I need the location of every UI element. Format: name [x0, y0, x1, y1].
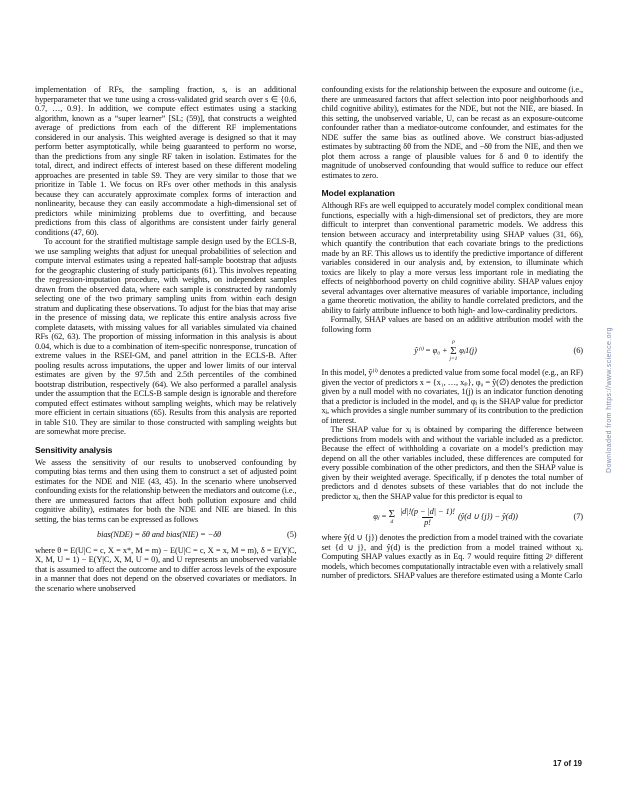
equation-7: [322, 507, 584, 527]
right-column: [322, 85, 584, 593]
equation-5-body: bias(NDE) = δθ and bias(NIE) = −δθ: [97, 530, 222, 539]
equation-6-number: (6): [573, 346, 583, 356]
fraction-denominator: p!: [424, 517, 431, 527]
paragraph-in-this-model: In this model, ŷ⁽ⁱ⁾ denotes a predicted value from some focal model (e.g., an RF) given the vector of predictors x = {x₁, …, xₚ}, φ₀ = ŷ(∅) denotes the prediction given by a null model with no covariates, 1(j) is an indicator function denoting that a predictor is included in the model, and φⱼ is the SHAP value for predictor xⱼ, which provides a single number summary of its contribution to the prediction of interest.: [321, 368, 583, 425]
equation-6-body: [322, 340, 570, 362]
paragraph-rf-implementation: implementation of RFs, the sampling fraction, s, is an additional hyperparameter that we tune using a cross-validated grid search over s ∈ {0.6, 0.7, …, 0.9}. In addition, we compute effect estimates using a stacking algorithm, known as a “super learner” [SL; (59)], that constructs a weighted average of predictions from each of the different RF implementations considered in our analysis. This weighted average is designed so that it may perform better asymptotically, while being guaranteed to perform no worse, than the predictions from any single RF taken in isolation. Estimates for the total, direct, and indirect effects of interest based on these different modeling approaches are presented in table S9. They are very similar to those that we prioritize in Table 1. We focus on RFs over other methods in this analysis because they can accurately approximate complex forms of interaction and nonlinearity, because they can easily accommodate a high-dimensional set of predictors while minimizing problems due to overfitting, and because predictions from this class of algorithms are consistent under fairly general conditions (47, 60).: [35, 85, 297, 237]
download-watermark: Downloaded from https://www.science.org: [606, 327, 613, 473]
paragraph-shap-intro: Although RFs are well equipped to accurately model complex conditional mean functions, especially with a high-dimensional set of predictors, they are more difficult to interpret than conventional parametric models. We address this tension between accuracy and interpretability using SHAP values (31, 66), which quantify the contribution that each covariate brings to the predictions made by an RF. This allows us to identify the predictive importance of different variables considered in our analysis and, by extension, to illuminate which toxics are likely to play a more versus less important role in mediating the effects of neighborhood poverty on child cognitive ability. SHAP values enjoy several advantages over alternative measures of variable importance, including a game theoretic motivation, the ability to handle correlated predictors, and the ability to fairly attribute influence to both high- and low-cardinality predictors.: [321, 201, 583, 315]
paragraph-shap-estimation: where ŷ(d ∪ {j}) denotes the prediction from a model trained with the covariate set {d ∪ j}, and ŷ(d) is the prediction from a model trained without xⱼ. Computing SHAP values exactly as in Eq. 7 would require fitting 2ᵖ different models, which becomes computationally intractable even with a relatively small number of predictors. SHAP values are therefore estimated using a Monte Carlo: [321, 533, 583, 581]
sigma-glyph: Σ: [388, 507, 395, 520]
equation-5-number: (5): [287, 530, 297, 539]
equation-6: [322, 340, 584, 362]
equation-6-lhs: ŷ⁽ⁱ⁾ = φ₀ +: [414, 345, 448, 355]
paragraph-sample-design: To account for the stratified multistage sample design used by the ECLS-B, we use sampling weights that adjust for unequal probabilities of selection and compute interval estimates using a repeated half-sample bootstrap that adjusts for the geographic clustering of study participants (61). This involves repeating the regression-imputation procedure, with weights, on independent samples drawn from the observed data, where each sample is constructed by randomly selecting one of the two primary sampling units from within each design stratum and duplicating these observations. To adjust for the bias that may arise in the presence of missing data, we replicate this entire analysis across five complete datasets, with missing values for all variables simulated via chained RFs (62, 63). The proportion of missing information in this analysis is about 0.04, which is due to a combination of item-specific nonresponse, truncation of extreme values in the RSEI-GM, and panel attrition in the ECLS-B. After pooling results across imputations, the upper and lower limits of our interval estimates are given by the 97.5th and 2.5th percentiles of the combined bootstrap distribution, respectively (64). We also performed a parallel analysis under the assumption that the ECLS-B sample design is ignorable and therefore computed effect estimates without sampling weights, which may be relatively more efficient in certain situations (65). Results from this analysis are reported in table S10. They are similar to those constructed with sampling weights but are somewhat more precise.: [35, 237, 297, 436]
equation-7-rhs: (ŷ(d ∪ {j}) − ŷ(d)): [457, 512, 518, 522]
equation-7-lhs: φⱼ =: [373, 512, 387, 522]
paragraph-shap-computation: The SHAP value for xⱼ is obtained by comparing the difference between predictions from models with and without the variable included as a predictor. Because the effect of withholding a covariate on a model’s prediction may depend on all the other variables included, these differences are computed for every possible combination of the other predictors, and then the SHAP value is given by their weighted average. Specifically, if p denotes the total number of predictors and d denotes subsets of these variables that do not include the predictor xⱼ, then the SHAP value for this predictor is equal to: [321, 425, 583, 501]
equation-7-body: [322, 507, 570, 527]
summation-symbol: [389, 509, 395, 526]
section-heading-model-explanation: Model explanation: [321, 188, 395, 198]
fraction: [400, 507, 455, 527]
equation-5: [35, 530, 297, 540]
summation-lower-limit: j=1: [449, 355, 458, 362]
page-number: 17 of 19: [552, 759, 582, 768]
equation-7-number: (7): [573, 512, 583, 522]
summation-upper-limit: p: [452, 339, 455, 345]
summation-symbol: [450, 340, 458, 362]
paragraph-formally: Formally, SHAP values are based on an additive attribution model with the following form: [321, 315, 583, 334]
left-column: [35, 85, 297, 593]
equation-6-rhs: φⱼ1(j): [459, 345, 477, 355]
paragraph-bias-definitions: where θ = E(U|C = c, X = x*, M = m) − E(U|C = c, X = x, M = m), δ = E(Y|C, X, M, U = 1) − E(Y|C, X, M, U = 0), and U represents an unobserved variable that is assumed to affect the outcome and to differ across levels of the exposure in a manner that does not depend on the observed covariates or mediators. In the scenario where unobserved: [35, 545, 297, 593]
two-column-body: [35, 85, 583, 593]
paragraph-sensitivity: We assess the sensitivity of our results to unobserved confounding by computing bias terms and then using them to construct a set of adjusted point estimates for the NDE and NIE (43, 45). In the scenario where unobserved confounding exists for the relationship between the mediators and outcome (i.e., there are unmeasured factors that affect both pollution exposure and child cognitive ability), estimates for both the NDE and NIE are biased. In this setting, the bias terms can be expressed as follows: [35, 457, 297, 524]
fraction-numerator: |d|!(p − |d| − 1)!: [399, 507, 455, 516]
paragraph-confounding: confounding exists for the relationship between the exposure and outcome (i.e., there are unmeasured factors that affect selection into poor neighborhoods and child cognitive ability), estimates for the NDE, but not the NIE, are biased. In this setting, the unobserved variable, U, can be recast as an exposure-outcome confounder rather than a mediator-outcome confounder, and estimates for the NDE suffer the same bias as outlined above. We construct bias-adjusted estimates by subtracting δθ from the NDE, and −δθ from the NIE, and then we plot them across a range of plausible values for δ and θ to identify the magnitude of unobserved confounding that would suffice to reduce our effect estimates to zero.: [321, 85, 583, 180]
sigma-glyph: Σ: [450, 344, 457, 357]
section-heading-sensitivity-analysis: Sensitivity analysis: [35, 444, 113, 455]
summation-lower-limit: d: [390, 518, 394, 525]
